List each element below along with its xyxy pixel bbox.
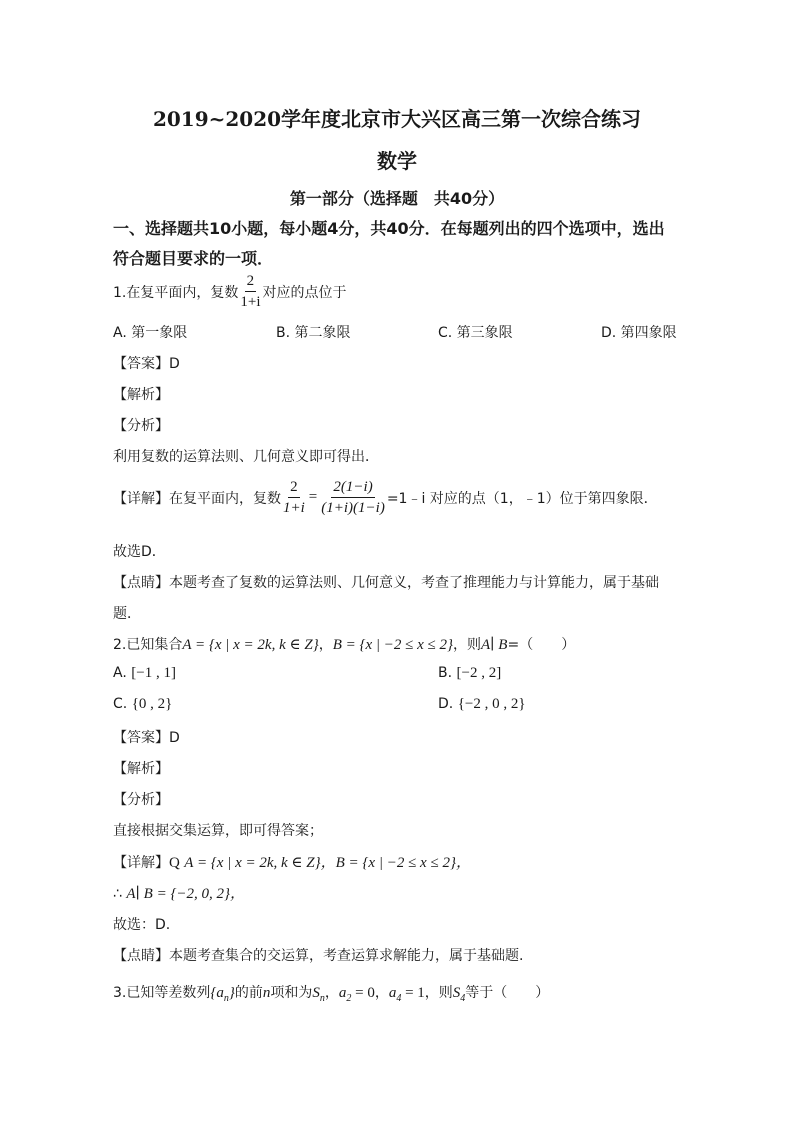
q1-detail-frac1 xyxy=(281,478,307,517)
q1-stem-prefix: 1.在复平面内，复数 xyxy=(113,284,239,301)
q1-detail-frac1-num: 2 xyxy=(288,478,300,498)
q3-seq-close: } xyxy=(228,985,235,1001)
q2-answer-tag: 【答案】 xyxy=(113,730,169,746)
section-heading-cont: 符合题目要求的一项． xyxy=(113,249,274,268)
q1-analysis: 利用复数的运算法则、几何意义即可得出． xyxy=(113,449,379,465)
q1-fraction xyxy=(238,272,262,311)
q3-seq xyxy=(210,985,235,1004)
q2-option-a xyxy=(113,665,176,682)
q2-expr: A∣ B xyxy=(481,637,508,653)
q2-comment xyxy=(113,945,523,965)
q1-frac-num: 2 xyxy=(245,272,257,292)
q3-mid2: 项和为 xyxy=(270,985,313,1001)
q3-mid1: 的前 xyxy=(234,985,263,1001)
q2-sep: ， xyxy=(318,637,333,653)
q3-cond1-main: a xyxy=(338,985,347,1001)
q3-cond1-sub: 2 xyxy=(346,993,352,1004)
q3-stem: 3.已知等差数列$\{a_n\}$的前n项和为$S_n$，$a_2 = 0$，$a_4 = 1$，则$S_4$等于（ ） xyxy=(113,985,550,1004)
q2-comment-text: 本题考查集合的交运算，考查运算求解能力，属于基础题. xyxy=(169,948,524,964)
q2-detail xyxy=(113,851,471,872)
q3-cond2-main: a xyxy=(388,985,397,1001)
q3-target-main: S xyxy=(452,985,461,1001)
q3-seq-open: {a xyxy=(210,985,224,1001)
q2-option-c-value: {0 , 2} xyxy=(131,696,173,712)
q2-detail-2 xyxy=(113,882,245,903)
q2-detail-line1: A = {x | x = 2k, k ∈ Z}，B = {x | −2 ≤ x ≤ 2}， xyxy=(184,855,471,871)
q2-detail-line2: A∣ B = {−2, 0, 2}， xyxy=(126,886,246,902)
q2-fenxi-tag: 【分析】 xyxy=(113,792,169,808)
q2-stem-prefix: 2.已知集合 xyxy=(113,637,183,653)
q2-stem xyxy=(113,634,575,654)
q1-jiexi-tag: 【解析】 xyxy=(113,387,169,403)
q2-option-a-label: A. xyxy=(113,665,127,681)
q3-cond2-val: = 1 xyxy=(401,985,425,1001)
q1-option-d: D. 第四象限 xyxy=(601,325,677,341)
q2-stem-mid: ，则 xyxy=(453,637,482,653)
q3-stem-prefix: 3.已知等差数列 xyxy=(113,985,211,1001)
q2-detail-tag: 【详解】 xyxy=(113,855,169,871)
q3-target-sub: 4 xyxy=(460,993,466,1004)
q2-detail-q: Q xyxy=(169,855,180,871)
q1-answer-value: D xyxy=(169,356,180,372)
q2-answer-value: D xyxy=(169,730,180,746)
q1-detail-prefix: 在复平面内，复数 xyxy=(169,490,281,507)
q2-analysis: 直接根据交集运算，即可得答案； xyxy=(113,823,323,839)
q1-detail-frac2 xyxy=(319,478,387,517)
q2-comment-tag: 【点睛】 xyxy=(113,948,169,964)
q1-answer xyxy=(113,353,180,373)
q3-cond2-sub: 4 xyxy=(396,993,402,1004)
q1-detail-frac1-den: 1+i xyxy=(283,500,305,516)
part-heading: 第一部分（选择题 共40分） xyxy=(289,189,505,208)
q2-option-d-value: {−2 , 0 , 2} xyxy=(457,696,526,712)
q3-mid3: ，则 xyxy=(424,985,453,1001)
q1-choose: 故选D． xyxy=(113,544,166,560)
q1-detail-tag: 【详解】 xyxy=(113,490,169,507)
q1-fenxi-tag: 【分析】 xyxy=(113,418,169,434)
q2-option-b-value: [−2 , 2] xyxy=(456,665,502,681)
q2-stem-suffix: =（ ） xyxy=(507,637,576,653)
q1-stem-suffix: 对应的点位于 xyxy=(262,284,347,301)
q1-answer-tag: 【答案】 xyxy=(113,356,169,372)
q2-option-a-value: [−1 , 1] xyxy=(131,665,176,681)
q2-set-b: B = {x | −2 ≤ x ≤ 2} xyxy=(332,637,454,653)
section-heading: 一、选择题共10小题，每小题4分，共40分．在每题列出的四个选项中，选出 xyxy=(113,219,665,238)
q2-jiexi-tag: 【解析】 xyxy=(113,761,169,777)
q1-detail-eq: = xyxy=(308,489,318,505)
q3-s-sub: n xyxy=(319,993,325,1004)
q3-s xyxy=(312,985,325,1004)
q1-detail-suffix: =1﹣i 对应的点（1，﹣1）位于第四象限． xyxy=(386,490,658,507)
q3-n: n xyxy=(262,985,271,1001)
q1-frac-den: 1+i xyxy=(240,294,261,310)
exam-title: 2019~2020学年度北京市大兴区高三第一次综合练习 xyxy=(152,107,642,131)
q2-choose: 故选：D. xyxy=(113,917,171,933)
q3-cond2 xyxy=(388,985,425,1004)
q2-option-c-label: C. xyxy=(113,696,128,712)
q2-option-b xyxy=(438,665,501,682)
q1-detail xyxy=(113,478,658,517)
q3-seq-sub: n xyxy=(223,993,229,1004)
q1-comment xyxy=(113,572,659,592)
q1-comment-text: 本题考查了复数的运算法则、几何意义，考查了推理能力与计算能力，属于基础 xyxy=(169,575,659,591)
q1-option-c: C. 第三象限 xyxy=(438,325,513,341)
q1-detail-frac2-den: (1+i)(1−i) xyxy=(321,500,385,516)
q3-stem-suffix: 等于（ ） xyxy=(465,985,550,1001)
q1-option-b: B. 第二象限 xyxy=(276,325,351,341)
q2-option-c xyxy=(113,696,172,713)
q2-option-d xyxy=(438,696,526,713)
q3-cond1 xyxy=(338,985,375,1004)
q1-comment-cont: 题． xyxy=(113,606,141,622)
subject-title: 数学 xyxy=(377,149,417,173)
q3-cond1-val: = 0 xyxy=(351,985,375,1001)
q1-detail-frac2-num: 2(1−i) xyxy=(331,478,374,498)
q2-set-a: A = {x | x = 2k, k ∈ Z} xyxy=(182,637,319,653)
q1-stem xyxy=(113,272,347,311)
q2-therefore: ∴ xyxy=(113,886,122,902)
q3-target xyxy=(452,985,466,1004)
q2-option-d-label: D. xyxy=(438,696,454,712)
q1-option-a: A. 第一象限 xyxy=(113,325,188,341)
q1-comment-tag: 【点睛】 xyxy=(113,575,169,591)
q3-s-main: S xyxy=(312,985,320,1001)
q2-option-b-label: B. xyxy=(438,665,453,681)
q2-answer xyxy=(113,727,180,747)
